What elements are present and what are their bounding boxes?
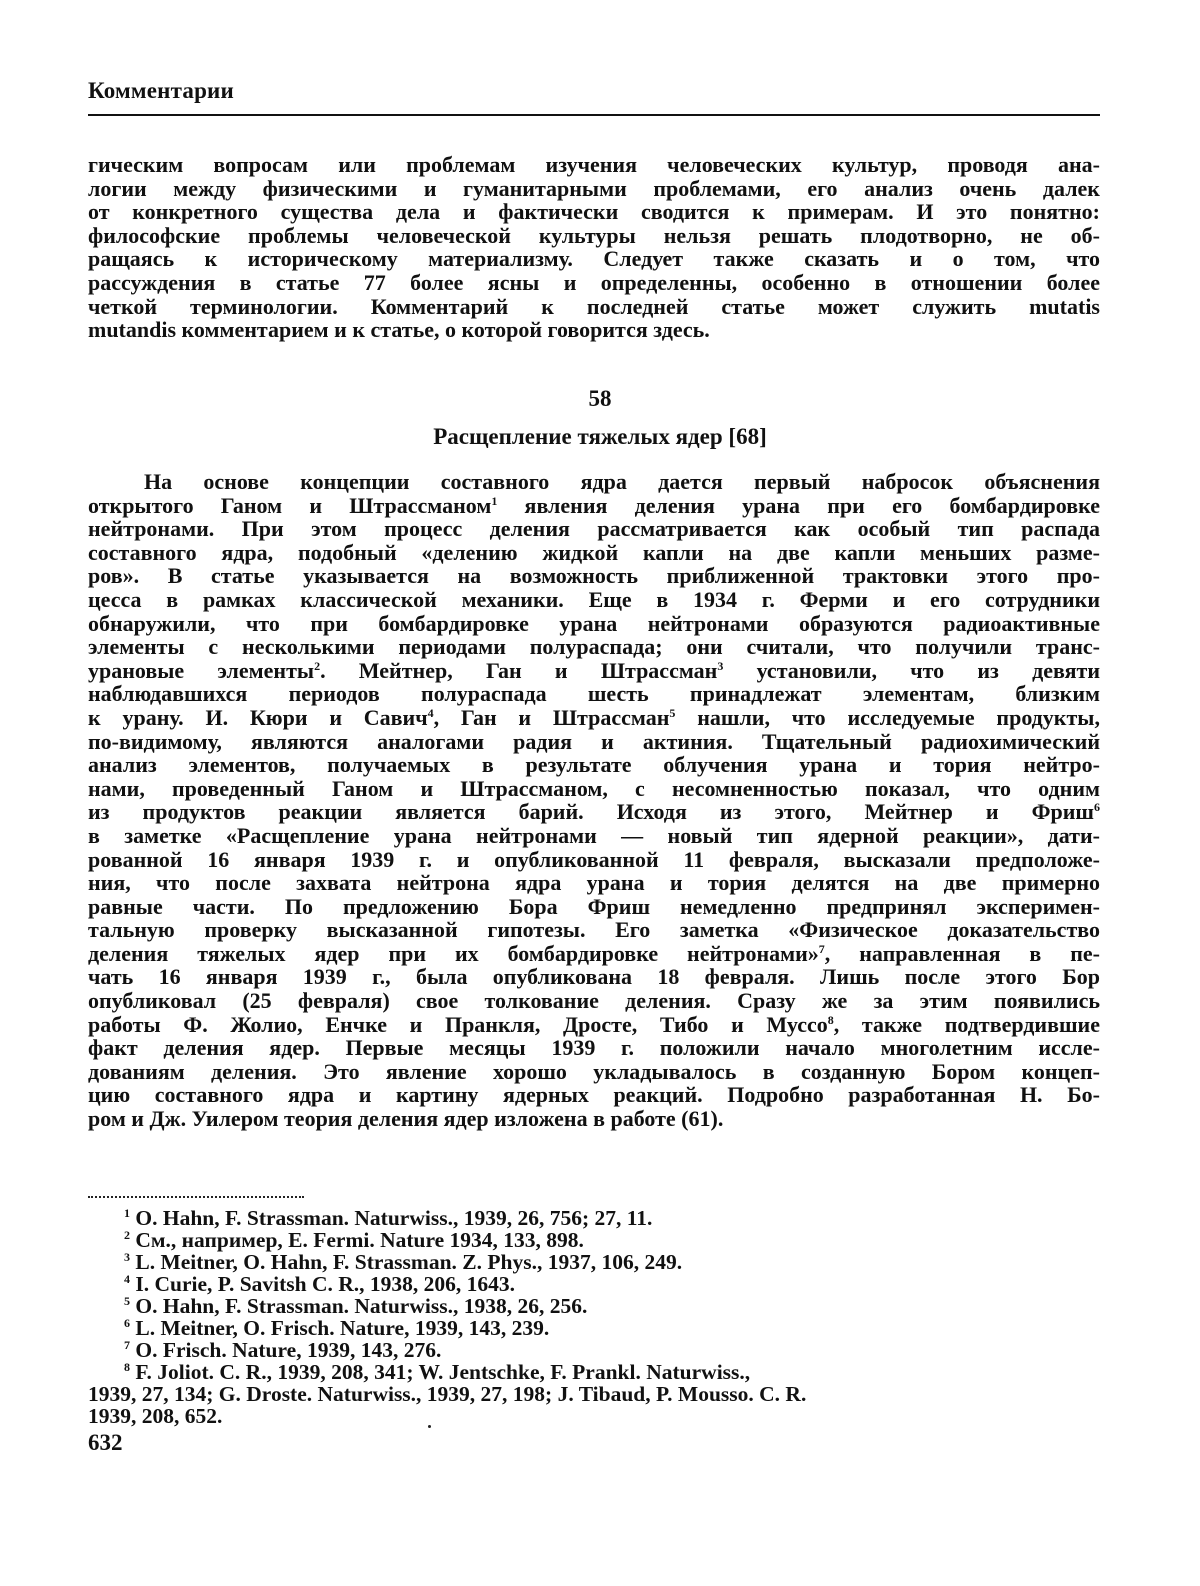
text-run: обнаружили, что при бомбардировке урана нейтронами образуются радиоактивные <box>88 610 1100 636</box>
text-line <box>88 824 1100 848</box>
text-run: деления тяжелых ядер при их бомбардировке нейтронами» <box>88 940 819 966</box>
text-line <box>88 965 1100 989</box>
text-line <box>88 564 1100 588</box>
footnote-ref[interactable]: 8 <box>827 1012 834 1027</box>
text-run: , также подтвердившие <box>833 1011 1100 1037</box>
text-run: явления деления урана при его бомбардировке <box>497 492 1100 518</box>
text-line <box>88 1060 1100 1084</box>
text-line: от конкретного существа дела и фактически сводится к примерам. И это понятно: <box>88 199 1100 225</box>
footnote-number: 2 <box>124 1228 130 1242</box>
footnote-item <box>88 1207 1100 1229</box>
text-line <box>88 588 1100 612</box>
footnote-number: 3 <box>124 1250 130 1264</box>
text-line: mutandis комментарием и к статье, о которой говорится здесь. <box>88 317 710 343</box>
footnote-text: F. Joliot. C. R., 1939, 208, 341; W. Jentschke, F. Prankl. Naturwiss., <box>135 1360 751 1384</box>
text-run: цию составного ядра и картину ядерных реакций. Подробно разработанная Н. Бо- <box>88 1082 1100 1108</box>
text-line <box>88 494 1100 518</box>
text-line <box>88 918 1100 942</box>
text-line <box>88 848 1100 872</box>
text-line: гическим вопросам или проблемам изучения человеческих культур, проводя ана- <box>88 152 1100 177</box>
text-run: нашли, что исследуемые продукты, <box>675 704 1100 730</box>
text-run: ров». В статье указывается на возможность приближенной трактовки этого про- <box>88 563 1100 589</box>
text-line <box>88 1107 1100 1131</box>
text-run: открытого Ганом и Штрассманом <box>88 492 492 518</box>
text-line <box>88 942 1100 966</box>
text-line <box>88 470 1100 494</box>
footnote-text: См., например, E. Fermi. Nature 1934, 133, 898. <box>135 1228 584 1252</box>
text-run: составного ядра, подобный «делению жидкой капли на две капли меньших разме- <box>88 539 1100 565</box>
text-run: , Ган и Штрассман <box>433 704 670 730</box>
footnote-ref[interactable]: 1 <box>491 493 498 508</box>
footnote-number: 5 <box>124 1294 130 1308</box>
footnote-ref[interactable]: 4 <box>427 705 434 720</box>
text-line <box>88 682 1100 706</box>
text-line: четкой терминологии. Комментарий к последней статье может служить mutatis <box>88 293 1100 319</box>
text-run: анализ элементов, получаемых в результате облучения урана и тория нейтро- <box>88 752 1100 778</box>
footnote-ref[interactable]: 5 <box>669 705 676 720</box>
footnote-text: L. Meitner, O. Hahn, F. Strassman. Z. Phys., 1937, 106, 249. <box>135 1250 683 1274</box>
footnote-item <box>88 1295 1100 1317</box>
footnote-number: 1 <box>124 1206 130 1220</box>
text-run: тальную проверку высказанной гипотезы. Его заметка «Физическое доказательство <box>88 917 1100 943</box>
text-line <box>88 541 1100 565</box>
text-run: опубликовал (25 февраля) свое толкование деления. Сразу же за этим появились <box>88 988 1100 1014</box>
text-line <box>88 659 1100 683</box>
text-line <box>88 777 1100 801</box>
running-header: Комментарии <box>88 78 234 103</box>
text-run: из продуктов реакции является барий. Исходя из этого, Мейтнер и Фриш <box>88 799 1094 825</box>
text-run: дованиям деления. Это явление хорошо укладывалось в созданную Бором концеп- <box>88 1058 1100 1084</box>
footnote-text: O. Frisch. Nature, 1939, 143, 276. <box>135 1338 442 1362</box>
text-line: философские проблемы человеческой культуры нельзя решать плодотворно, не об- <box>88 222 1100 248</box>
text-line <box>88 612 1100 636</box>
footnote-item <box>88 1273 1100 1295</box>
footnote-item <box>88 1251 1100 1273</box>
stray-mark <box>428 1425 431 1428</box>
footnote-ref[interactable]: 7 <box>818 941 825 956</box>
footnote-text: O. Hahn, F. Strassman. Naturwiss., 1939, 26, 756; 27, 11. <box>135 1206 653 1230</box>
text-run: равные части. По предложению Бора Фриш немедленно предпринял эксперимен- <box>88 893 1100 919</box>
intro-paragraph <box>88 153 1100 342</box>
text-run: цесса в рамках классической механики. Еще в 1934 г. Ферми и его сотрудники <box>88 586 1100 612</box>
text-line <box>88 871 1100 895</box>
text-run: установили, что из девяти <box>723 657 1101 683</box>
text-line <box>88 517 1100 541</box>
footnote-ref[interactable]: 2 <box>314 658 321 673</box>
text-run: факт деления ядер. Первые месяцы 1939 г. положили начало многолетним иссле- <box>88 1035 1100 1061</box>
text-line <box>88 895 1100 919</box>
text-run: На основе концепции составного ядра дается первый набросок объяснения <box>144 469 1100 494</box>
footnote-item <box>88 1229 1100 1251</box>
text-run: в заметке «Расщепление урана нейтронами — новый тип ядерной реакции», дати- <box>88 822 1100 848</box>
footnote-text: L. Meitner, O. Frisch. Nature, 1939, 143, 239. <box>135 1316 550 1340</box>
text-run: по-видимому, являются аналогами радия и актиния. Тщательный радиохимический <box>88 728 1100 754</box>
footnote-number: 4 <box>124 1272 130 1286</box>
text-line <box>88 1013 1100 1037</box>
header-rule <box>88 114 1100 116</box>
footnote-number: 7 <box>124 1338 130 1352</box>
text-line <box>88 1083 1100 1107</box>
page-number: 632 <box>88 1430 123 1455</box>
text-line <box>88 753 1100 777</box>
footnote-text: O. Hahn, F. Strassman. Naturwiss., 1938, 26, 256. <box>135 1294 588 1318</box>
text-run: элементы с несколькими периодами полураспада; они считали, что получили транс- <box>88 634 1100 660</box>
text-run: , направленная в пе- <box>824 940 1100 966</box>
text-line <box>88 635 1100 659</box>
text-line <box>88 1036 1100 1060</box>
footnote-item <box>88 1361 1100 1383</box>
text-line: логии между физическими и гуманитарными проблемами, его анализ очень далек <box>88 175 1100 201</box>
text-run: ром и Дж. Уилером теория деления ядер изложена в работе (61). <box>88 1106 724 1132</box>
text-run: ния, что после захвата нейтрона ядра урана и тория делятся на две примерно <box>88 870 1100 896</box>
footnote-item <box>88 1317 1100 1339</box>
section-title: Расщепление тяжелых ядер [68] <box>433 424 767 449</box>
text-line <box>88 800 1100 824</box>
text-line: ращаясь к историческому материализму. Следует также сказать и о том, что <box>88 246 1100 272</box>
footnote-continuation: 1939, 27, 134; G. Droste. Naturwiss., 1939, 27, 198; J. Tibaud, P. Mousso. C. R. <box>88 1382 807 1406</box>
section-number: 58 <box>588 386 612 411</box>
footnote-number: 8 <box>124 1360 130 1374</box>
text-line <box>88 730 1100 754</box>
text-run: урановые элементы <box>88 657 315 683</box>
body-paragraph <box>88 470 1100 1131</box>
footnote-ref[interactable]: 6 <box>1094 800 1100 815</box>
text-run: к урану. И. Кюри и Савич <box>88 704 428 730</box>
footnotes <box>88 1207 1100 1427</box>
text-run: нами, проведенный Ганом и Штрассманом, с несомненностью показал, что одним <box>88 775 1100 801</box>
footnote-separator <box>88 1196 304 1198</box>
footnote-number: 6 <box>124 1316 130 1330</box>
text-run: работы Ф. Жолио, Енчке и Пранкля, Дросте, Тибо и Муссо <box>88 1011 828 1037</box>
text-line <box>88 706 1100 730</box>
footnote-continuation: 1939, 208, 652. <box>88 1404 223 1428</box>
text-run: рованной 16 января 1939 г. и опубликованной 11 февраля, высказали предположе- <box>88 846 1100 872</box>
text-run: наблюдавшихся периодов полураспада шесть принадлежат элементам, близким <box>88 681 1100 707</box>
text-run: . Мейтнер, Ган и Штрассман <box>320 657 718 683</box>
text-line <box>88 989 1100 1013</box>
footnote-ref[interactable]: 3 <box>717 658 724 673</box>
text-line: рассуждения в статье 77 более ясны и определенны, особенно в отношении более <box>88 269 1100 295</box>
text-run: чать 16 января 1939 г., была опубликована 18 февраля. Лишь после этого Бор <box>88 964 1100 990</box>
text-run: нейтронами. При этом процесс деления рассматривается как особый тип распада <box>88 516 1100 542</box>
footnote-text: I. Curie, P. Savitsh C. R., 1938, 206, 1643. <box>135 1272 516 1296</box>
footnote-item <box>88 1339 1100 1361</box>
